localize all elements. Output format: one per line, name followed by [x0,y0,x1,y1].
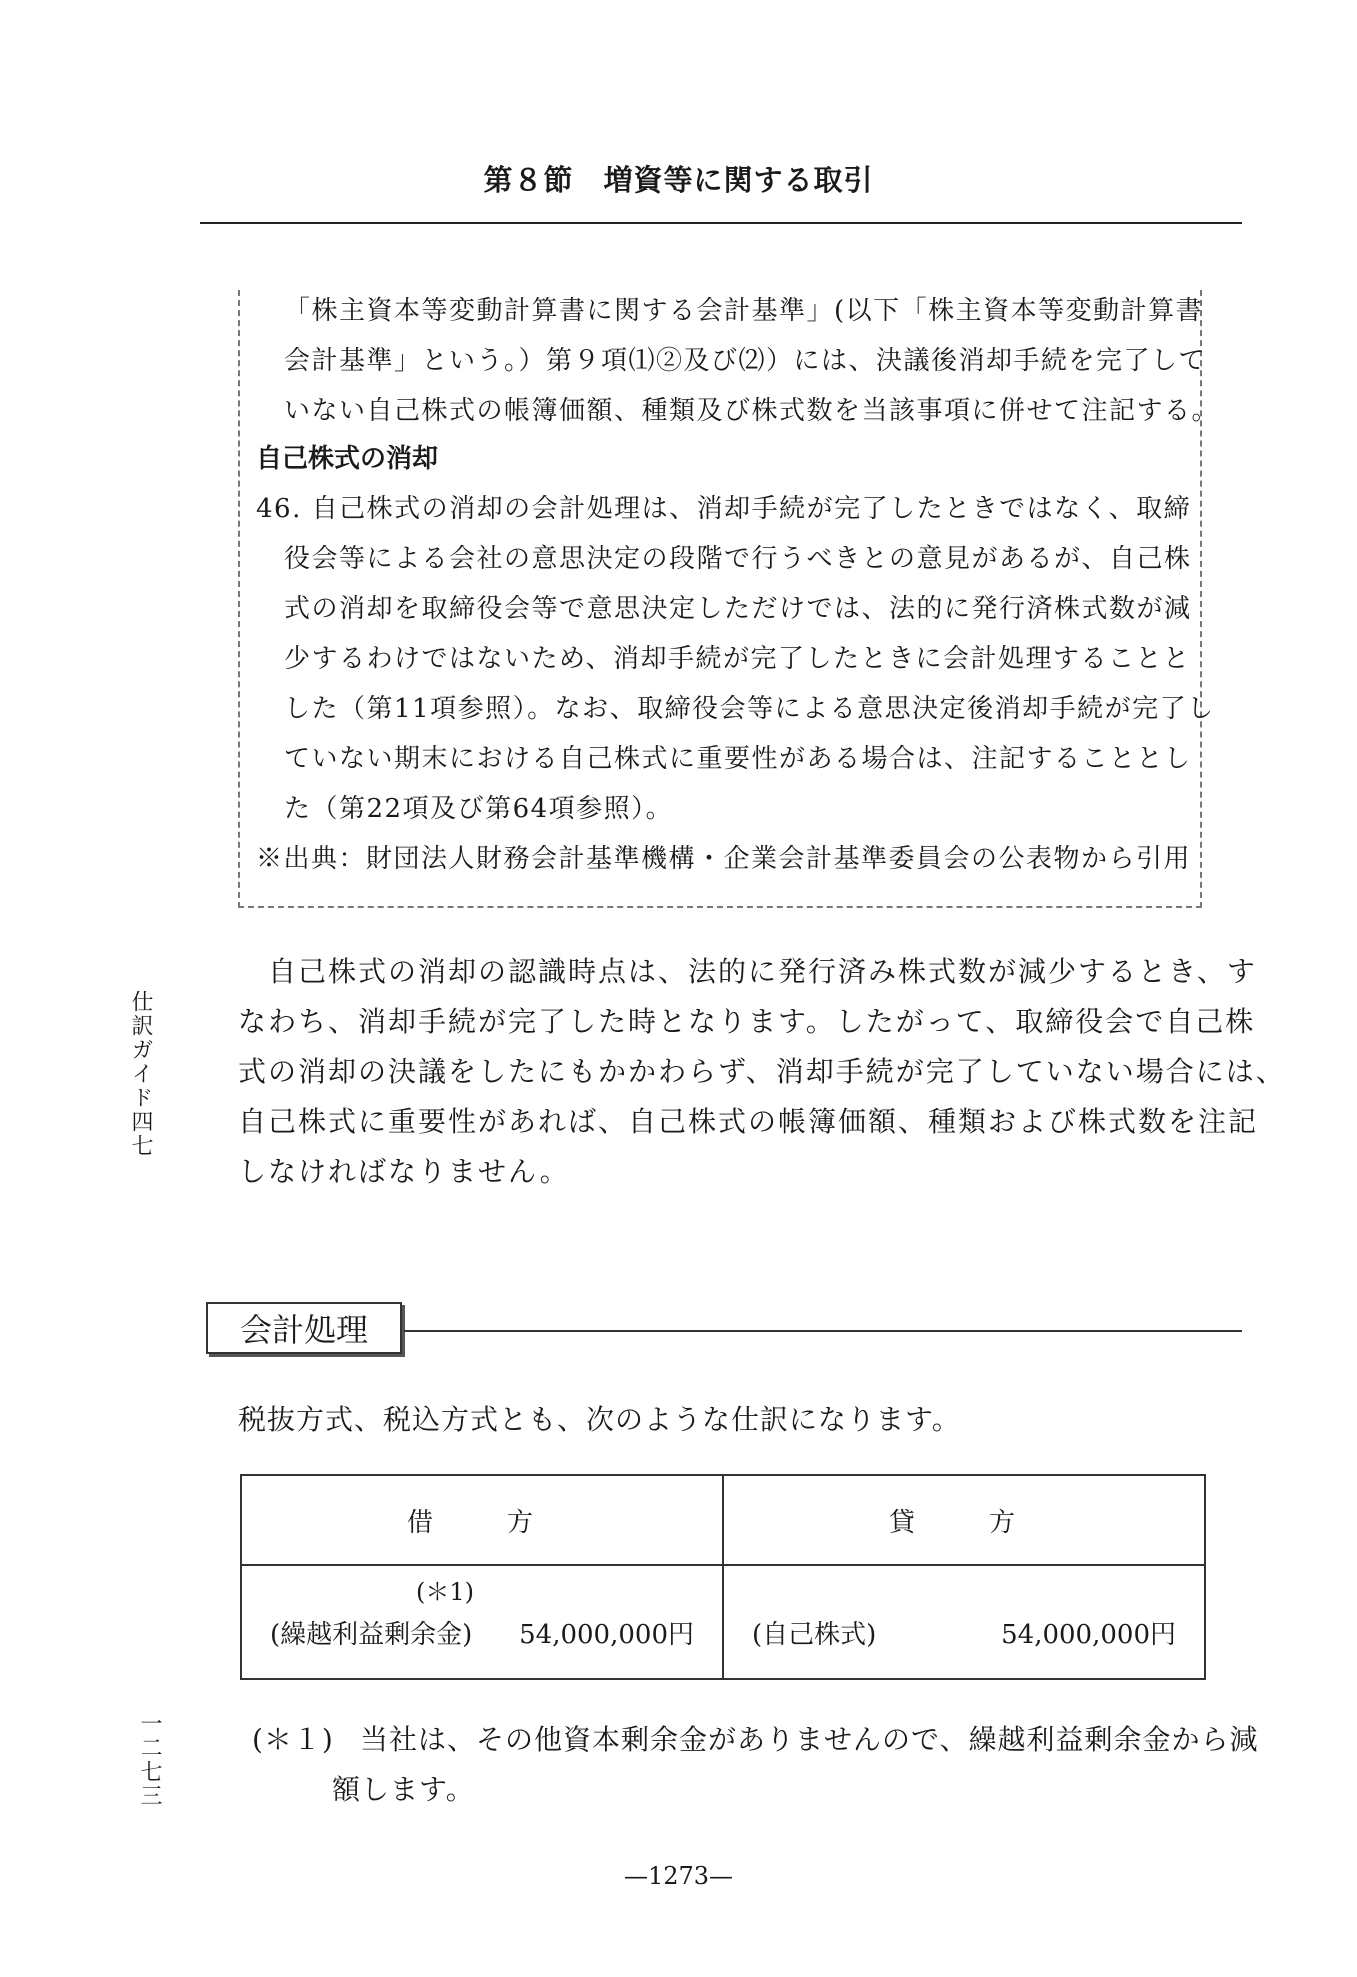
quote-line: た（第22項及び第64項参照）。 [284,794,674,824]
quote-line: 「株主資本等変動計算書に関する会計基準」(以下「株主資本等変動計算書 [284,296,1204,326]
quote-line: ていない期末における自己株式に重要性がある場合は、注記することとし [284,744,1192,774]
quote-line: 役会等による会社の意思決定の段階で行うべきとの意見があるが、自己株 [284,544,1192,574]
quote-line: 46. 自己株式の消却の会計処理は、消却手続が完了したときではなく、取締 [256,494,1192,524]
page-number: —1273— [623,1862,734,1890]
credit-header: 貸 方 [723,1475,1205,1565]
quote-line: 少するわけではないため、消却手続が完了したときに会計処理することと [284,644,1191,674]
body-text-line: 式の消却の決議をしたにもかかわらず、消却手続が完了していない場合には、 [238,1055,1286,1088]
body-text-line: 自己株式に重要性があれば、自己株式の帳簿価額、種類および株式数を注記 [238,1105,1259,1138]
quoted-standard-box [238,290,1220,908]
quote-source: ※出典：財団法人財務会計基準機構・企業会計基準委員会の公表物から引用 [256,844,1192,874]
credit-amount: 54,000,000円 [1001,1620,1176,1650]
credit-account: (自己株式) [752,1620,877,1650]
quote-heading: 自己株式の消却 [256,444,439,474]
quote-line: いない自己株式の帳簿価額、種類及び株式数を当該事項に併せて注記する。 [284,396,1220,426]
credit-cell [723,1565,1205,1679]
section-title-box [206,1302,402,1354]
quote-line: 式の消却を取締役会等で意思決定しただけでは、法的に発行済株式数が減 [284,594,1192,624]
body-text-line: なわち、消却手続が完了した時となります。したがって、取締役会で自己株 [238,1005,1256,1038]
quote-line: した（第11項参照）。なお、取締役会等による意思決定後消却手続が完了し [284,694,1215,724]
footnote-line: 額します。 [332,1773,475,1806]
quote-line: 会計基準」という。）第９項⑴②及び⑵）には、決議後消却手続を完了して [284,346,1207,376]
section-title: 会計処理 [239,1311,368,1349]
body-text-line: しなければなりません。 [238,1155,570,1188]
debit-cell [241,1565,723,1679]
debit-account: (繰越利益剰余金) [270,1620,473,1650]
side-guide-label: 仕訳ガイド四七 [128,990,153,1158]
section-rule [404,1330,1242,1332]
footnote-line: 当社は、その他資本剰余金がありませんので、繰越利益剰余金から減 [360,1723,1259,1756]
header-divider [200,222,1242,224]
debit-header: 借 方 [241,1475,723,1565]
body-text-line: 自己株式の消却の認識時点は、法的に発行済み株式数が減少するとき、す [268,955,1257,988]
side-page-kanji: 一二七三 [137,1712,162,1808]
debit-note-mark: (＊1) [416,1578,474,1606]
journal-entry-table [240,1474,1206,1680]
intro-text: 税抜方式、税込方式とも、次のような仕訳になります。 [238,1403,961,1436]
section-header-title: 第８節 増資等に関する取引 [483,163,874,197]
footnote-mark: (＊１) [252,1723,334,1756]
debit-amount: 54,000,000円 [519,1620,694,1650]
